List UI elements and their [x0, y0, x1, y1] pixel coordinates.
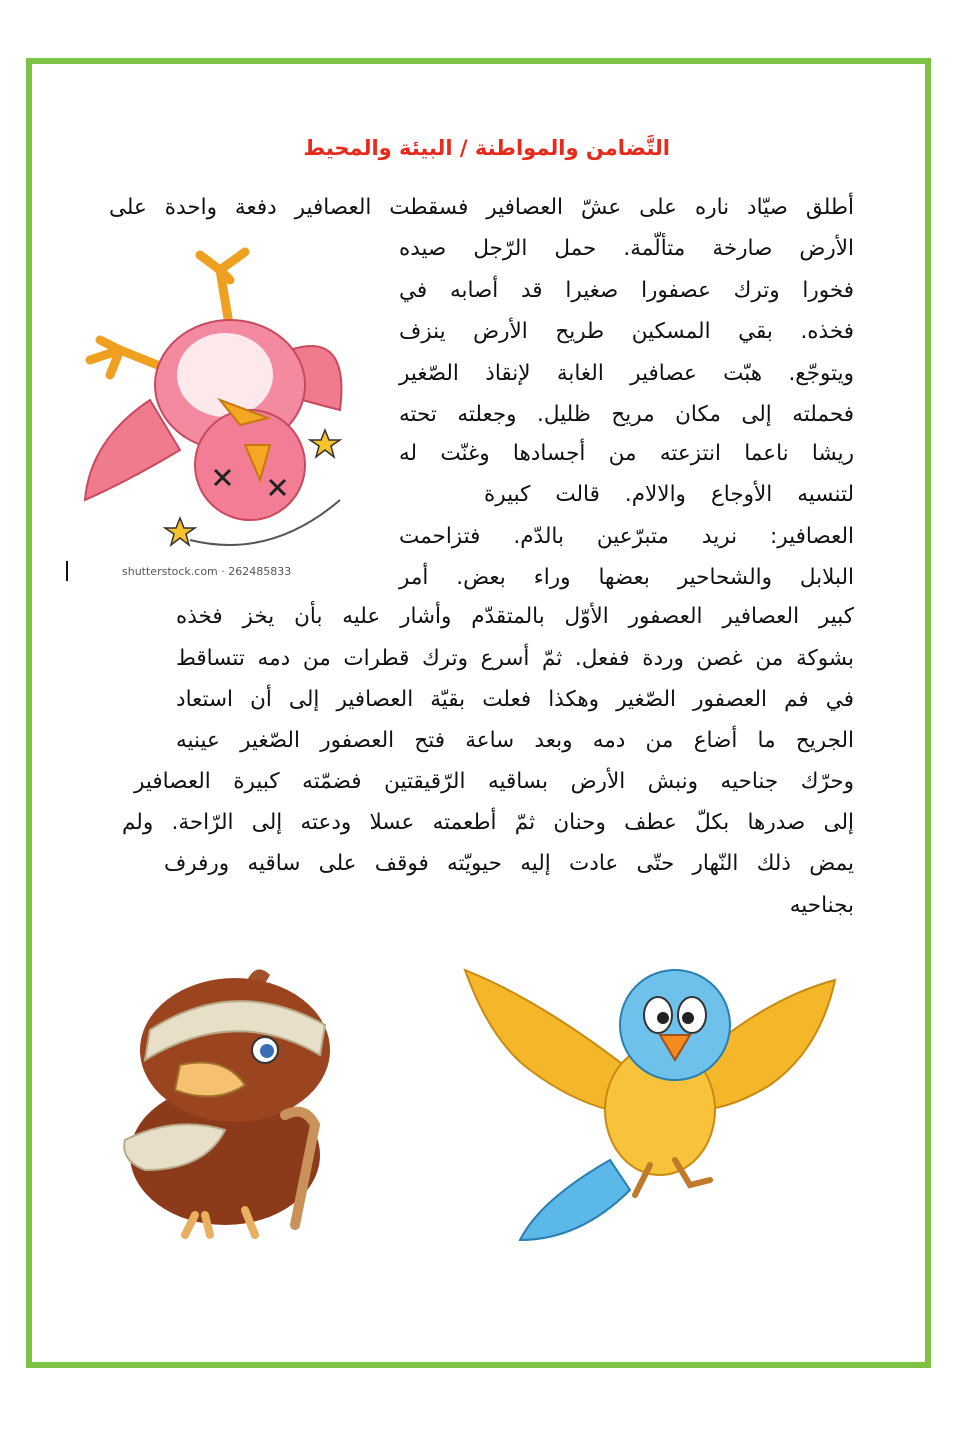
- text-line: كبير العصافير العصفور الأوّل بالمتقدّم وأشار عليه بأن يخز فخذه: [176, 604, 854, 629]
- text-line: يمض ذلك النّهار حتّى عادت إليه حيويّته فوقف على ساقيه ورفرف: [164, 851, 854, 876]
- text-line: الجريح ما أضاع من دمه وبعد ساعة فتح العصفور الصّغير عينيه: [176, 728, 854, 753]
- text-line: ويتوجّع. هبّت عصافير الغابة لإنقاذ الصّغير: [399, 361, 854, 386]
- text-line: إلى صدرها بكلّ عطف وحنان ثمّ أطعمته عسلا ودعته إلى الرّاحة. ولم: [122, 810, 854, 835]
- falling-bird-illustration: [70, 240, 370, 560]
- text-line: بجناحيه: [789, 893, 854, 918]
- text-line: فخذه. بقي المسكين طريح الأرض ينزف: [399, 319, 854, 344]
- text-line: فحملته إلى مكان مريح ظليل. وجعلته تحته: [399, 402, 854, 427]
- page-title: التَّضامن والمواطنة / البيئة والمحيط: [303, 136, 670, 160]
- text-line: العصافير: نريد متبرّعين بالدّم. فتزاحمت: [399, 524, 854, 549]
- text-line: أطلق صيّاد ناره على عشّ العصافير فسقطت العصافير دفعة واحدة على: [109, 195, 854, 220]
- flying-bird-illustration: [460, 960, 840, 1250]
- text-line: في فم العصفور الصّغير وهكذا فعلت بقيّة العصافير إلى أن استعاد: [176, 687, 854, 712]
- text-line: ريشا ناعما انتزعته من أجسادها وغنّت له: [399, 441, 854, 466]
- text-line: لتنسيه الأوجاع والالام. قالت كبيرة: [484, 482, 854, 507]
- text-line: البلابل والشحاحير بعضها وراء بعض. أمر: [399, 565, 854, 590]
- text-line: فخورا وترك عصفورا صغيرا قد أصابه في: [399, 278, 854, 303]
- text-line: الأرض صارخة متألّمة. حمل الرّجل صيده: [399, 236, 854, 261]
- image-credit: shutterstock.com · 262485833: [122, 565, 292, 578]
- text-cursor: [66, 561, 68, 581]
- text-line: وحرّك جناحيه ونبش الأرض بساقيه الرّقيقتين فضمّته كبيرة العصافير: [134, 769, 854, 794]
- injured-bird-illustration: [95, 955, 355, 1240]
- text-line: بشوكة من غصن وردة ففعل. ثمّ أسرع وترك قطرات من دمه تتساقط: [176, 646, 854, 671]
